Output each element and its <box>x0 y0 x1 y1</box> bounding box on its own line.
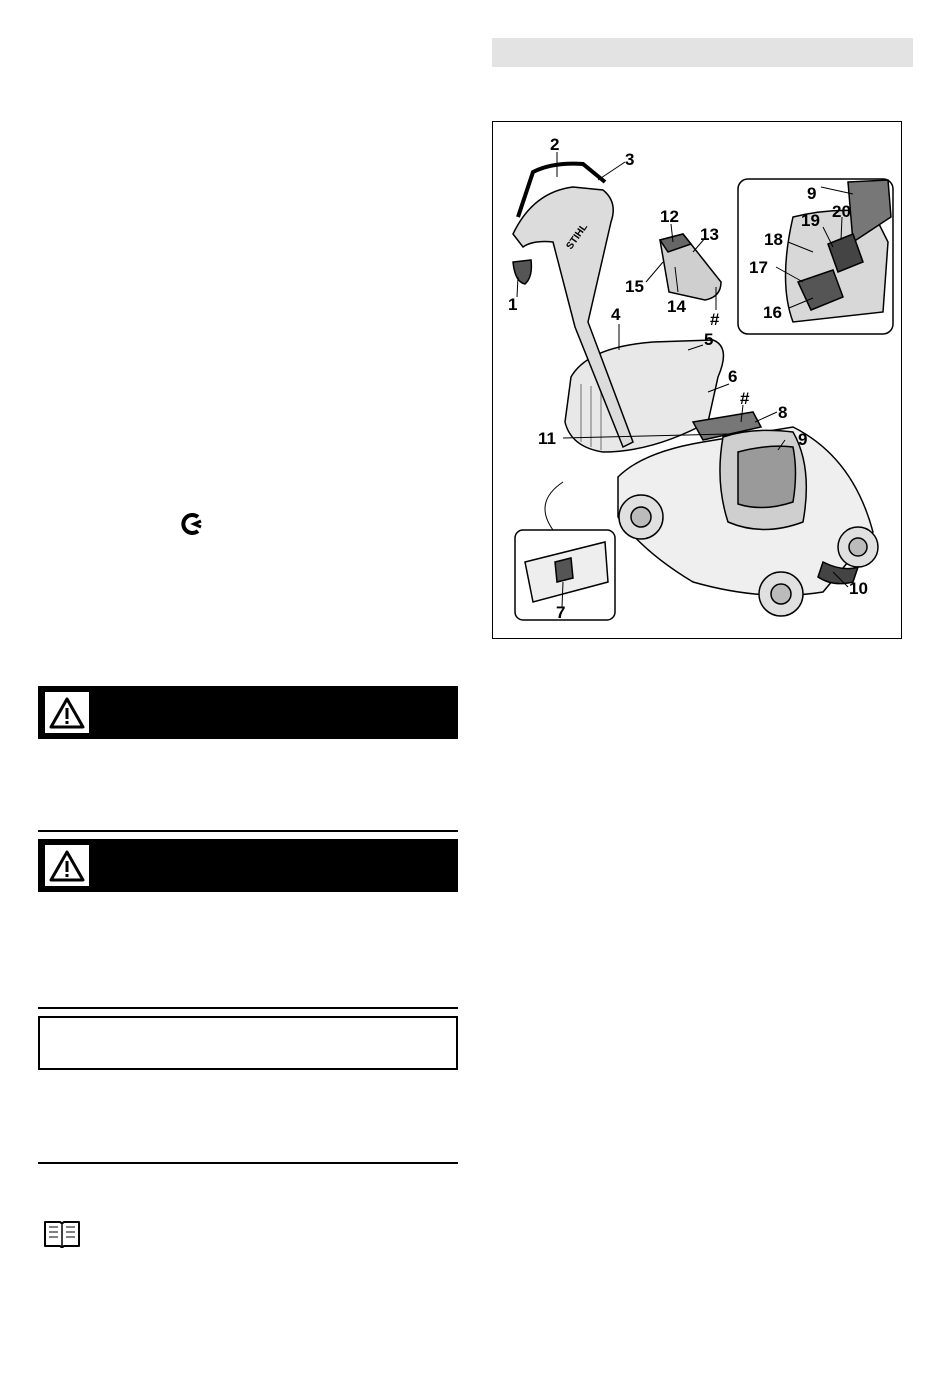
callout-11: 11 <box>538 429 556 448</box>
mower-illustration <box>493 122 903 640</box>
callout-hash-battery: # <box>710 310 720 329</box>
section-divider <box>38 830 458 832</box>
warning-triangle-icon <box>45 692 89 733</box>
warning-triangle-icon <box>45 845 89 886</box>
section-divider <box>38 1007 458 1009</box>
mower-overview-figure <box>492 121 902 639</box>
callout-6: 6 <box>728 367 738 386</box>
callout-12: 12 <box>660 207 679 226</box>
callout-hash-main: # <box>740 389 750 408</box>
callout-17: 17 <box>749 258 768 277</box>
brand-logo: STIHL <box>564 221 591 252</box>
callout-7: 7 <box>556 603 566 622</box>
warning-banner-1 <box>38 686 458 739</box>
callout-14: 14 <box>667 297 686 316</box>
callout-2: 2 <box>550 135 560 154</box>
callout-15: 15 <box>625 277 644 296</box>
callout-16: 16 <box>763 303 782 322</box>
callout-3: 3 <box>625 150 635 169</box>
warning-icon-box <box>45 692 89 733</box>
callout-9-inset: 9 <box>807 184 817 203</box>
callout-5: 5 <box>704 330 714 349</box>
ce-mark-icon <box>181 512 205 536</box>
section-divider <box>38 1162 458 1164</box>
callout-10: 10 <box>849 579 868 598</box>
warning-banner-2 <box>38 839 458 892</box>
callout-8: 8 <box>778 403 788 422</box>
callout-1: 1 <box>508 295 518 314</box>
callout-20: 20 <box>832 202 851 221</box>
notice-box <box>38 1016 458 1070</box>
warning-icon-box <box>45 845 89 886</box>
callout-13: 13 <box>700 225 719 244</box>
callout-9: 9 <box>798 430 808 449</box>
open-book-icon <box>43 1218 81 1250</box>
callout-4: 4 <box>611 305 621 324</box>
callout-18: 18 <box>764 230 783 249</box>
section-header-bar <box>492 38 913 67</box>
callout-19: 19 <box>801 211 820 230</box>
